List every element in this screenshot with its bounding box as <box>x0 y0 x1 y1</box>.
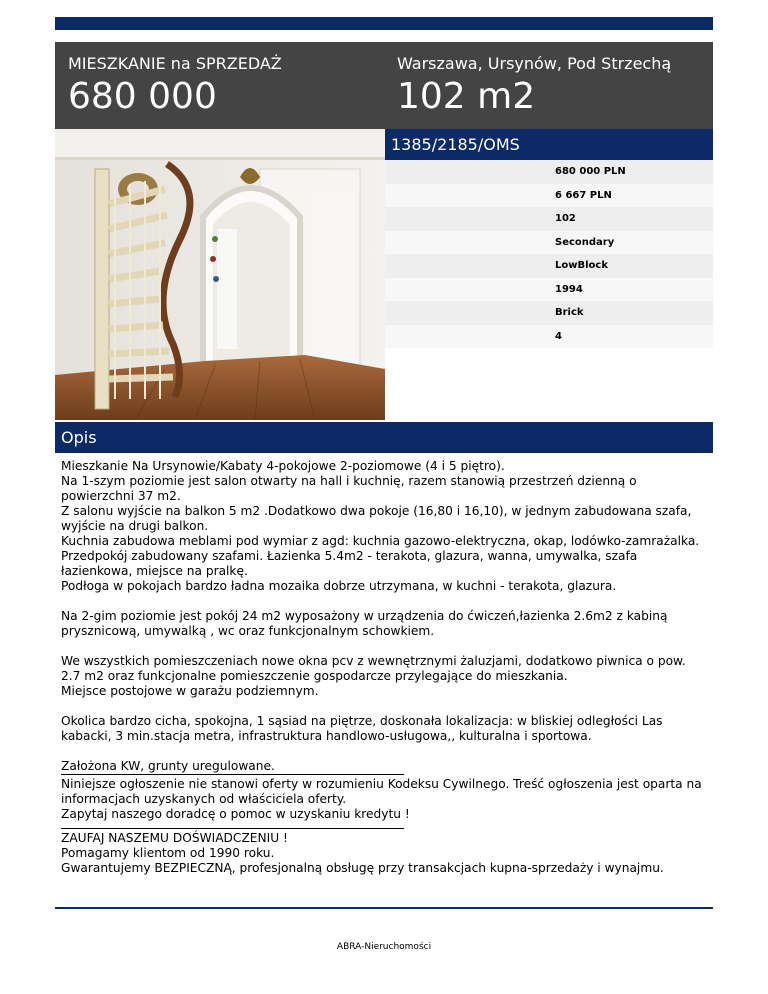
divider <box>61 774 404 775</box>
bottom-divider <box>55 907 713 909</box>
detail-material: Brick <box>385 301 713 325</box>
description-body <box>61 459 709 876</box>
disclaimer-line: Niniejsze ogłoszenie nie stanowi oferty w rozumieniu Kodeksu Cywilnego. Treść ogłoszenia jest oparta na informacjach uzyskanych od właściciela oferty. <box>61 777 702 806</box>
divider <box>61 828 404 829</box>
detail-area: 102 <box>385 207 713 231</box>
area-headline: 102 m2 <box>397 76 536 117</box>
description-paragraph: Założona KW, grunty uregulowane. <box>61 759 275 773</box>
offer-type: MIESZKANIE na SPRZEDAŻ <box>68 54 282 73</box>
description-line: Podłoga w pokojach bardzo ładna mozaika dobrze utrzymana, w kuchni - terakota, glazura. <box>61 579 617 593</box>
reference-number: 1385/2185/OMS <box>391 135 520 154</box>
apartment-photo <box>55 129 385 420</box>
description-line: Miejsce postojowe w garażu podziemnym. <box>61 684 319 698</box>
description-line: Na 1-szym poziomie jest salon otwarty na hall i kuchnię, razem stanowią przestrzeń dzienną o powierzchni 37 m2. <box>61 474 637 503</box>
details-list <box>385 160 713 348</box>
trust-line: Gwarantujemy BEZPIECZNĄ, profesjonalną obsługę przy transakcjach kupna-sprzedaży i wynajmu. <box>61 861 664 875</box>
description-line: Z salonu wyjście na balkon 5 m2 .Dodatkowo dwa pokoje (16,80 i 16,10), w jednym zabudowana szafa, wyjście na drugi balkon. <box>61 504 692 533</box>
detail-rooms: 4 <box>385 325 713 349</box>
reference-bar <box>385 129 713 160</box>
location: Warszawa, Ursynów, Pod Strzechą <box>397 54 672 73</box>
detail-year-built: 1994 <box>385 278 713 302</box>
header-left <box>68 54 282 117</box>
description-line: Kuchnia zabudowa meblami pod wymiar z agd: kuchnia gazowo-elektryczna, okap, lodówko-zamrażalka. Przedpokój zabudowany szafami. Łazienka 5.4m2 - terakota, glazura, wanna, umywalka, szafa łazienkowa, miejsce na pralkę. <box>61 534 700 578</box>
top-accent-bar <box>55 17 713 30</box>
description-title: Opis <box>61 428 97 447</box>
description-line: Mieszkanie Na Ursynowie/Kabaty 4-pokojowe 2-poziomowe (4 i 5 piętro). <box>61 459 505 473</box>
detail-price-total: 680 000 PLN <box>385 160 713 184</box>
disclaimer-line: Zapytaj naszego doradcę o pomoc w uzyskaniu kredytu ! <box>61 807 410 821</box>
description-paragraph: Na 2-gim poziomie jest pokój 24 m2 wyposażony w urządzenia do ćwiczeń,łazienka 2.6m2 z kabiną prysznicową, umywalką , wc oraz funkcjonalnym schowkiem. <box>61 609 668 638</box>
footer-agency: ABRA-Nieruchomości <box>336 942 432 952</box>
trust-line: ZAUFAJ NASZEMU DOŚWIADCZENIU ! <box>61 831 288 845</box>
detail-market: Secondary <box>385 231 713 255</box>
description-heading-bar <box>55 422 713 453</box>
header-right <box>397 54 671 117</box>
description-line: We wszystkich pomieszczeniach nowe okna pcv z wewnętrznymi żaluzjami, dodatkowo piwnica o pow. 2.7 m2 oraz funkcjonalne pomieszczenie gospodarcze przylegające do mieszkania. <box>61 654 686 683</box>
description-paragraph: Okolica bardzo cicha, spokojna, 1 sąsiad na piętrze, doskonała lokalizacja: w bliskiej odległości Las kabacki, 3 min.stacja metra, infrastruktura handlowo-usługowa,, kulturalna i sportowa. <box>61 714 663 743</box>
detail-price-per-m2: 6 667 PLN <box>385 184 713 208</box>
detail-building-type: LowBlock <box>385 254 713 278</box>
trust-line: Pomagamy klientom od 1990 roku. <box>61 846 275 860</box>
listing-header <box>55 42 713 129</box>
price-headline: 680 000 <box>68 76 217 117</box>
apartment-photo-illustration <box>55 129 385 420</box>
